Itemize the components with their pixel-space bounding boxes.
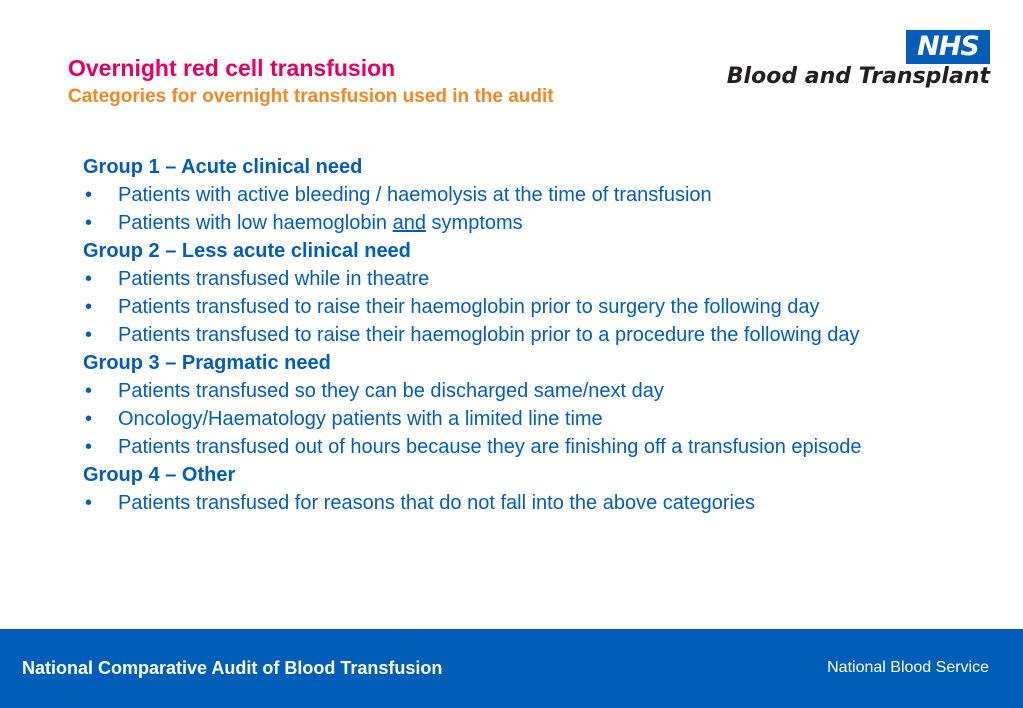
bullet-text-emphasis: and [392,212,426,234]
bullet-text: Patients transfused to raise their haemoglobin prior to a procedure the following day [118,324,860,346]
bullet-text: Patients transfused while in theatre [118,268,430,290]
bullet-text: Patients transfused for reasons that do not fall into the above categories [118,492,756,514]
bullet-icon: • [85,296,93,318]
footer-audit-title: National Comparative Audit of Blood Transfusion [22,658,443,678]
bullet-item [83,212,963,234]
bullet-text: Patients with active bleeding / haemolysis at the time of transfusion [118,184,712,206]
group-heading: Group 1 – Acute clinical need [83,156,363,178]
footer-bar [0,629,1023,708]
group-heading: Group 4 – Other [83,464,236,486]
bullet-text [118,212,523,234]
page-subtitle: Categories for overnight transfusion used in the audit [68,86,554,107]
logo-organisation-name: Blood and Transplant [726,64,990,89]
bullet-text: Oncology/Haematology patients with a limited line time [118,408,603,430]
bullet-icon: • [85,212,93,234]
bullet-icon: • [85,380,93,402]
bullet-text-part: symptoms [425,212,523,234]
bullet-icon: • [85,436,93,458]
page-title: Overnight red cell transfusion [68,55,396,81]
footer-service-name: National Blood Service [827,659,989,676]
bullet-item [83,436,963,458]
bullet-icon: • [85,268,93,290]
bullet-icon: • [85,184,93,206]
bullet-item [83,492,963,514]
bullet-item [83,184,963,206]
bullet-item [83,324,963,346]
bullet-text: Patients transfused out of hours because they are finishing off a transfusion episode [118,436,862,458]
bullet-item [83,268,963,290]
bullet-item [83,408,963,430]
bullet-text: Patients transfused so they can be discharged same/next day [118,380,664,402]
bullet-icon: • [85,408,93,430]
group-heading: Group 3 – Pragmatic need [83,352,331,374]
category-list [83,156,963,520]
nhs-blood-and-transplant-logo [700,30,995,96]
bullet-text: Patients transfused to raise their haemoglobin prior to surgery the following day [118,296,820,318]
group-heading: Group 2 – Less acute clinical need [83,240,411,262]
nhs-logo-badge: NHS [906,30,990,64]
bullet-item [83,296,963,318]
bullet-icon: • [85,492,93,514]
bullet-icon: • [85,324,93,346]
bullet-item [83,380,963,402]
bullet-text-part: Patients with low haemoglobin [118,212,393,234]
